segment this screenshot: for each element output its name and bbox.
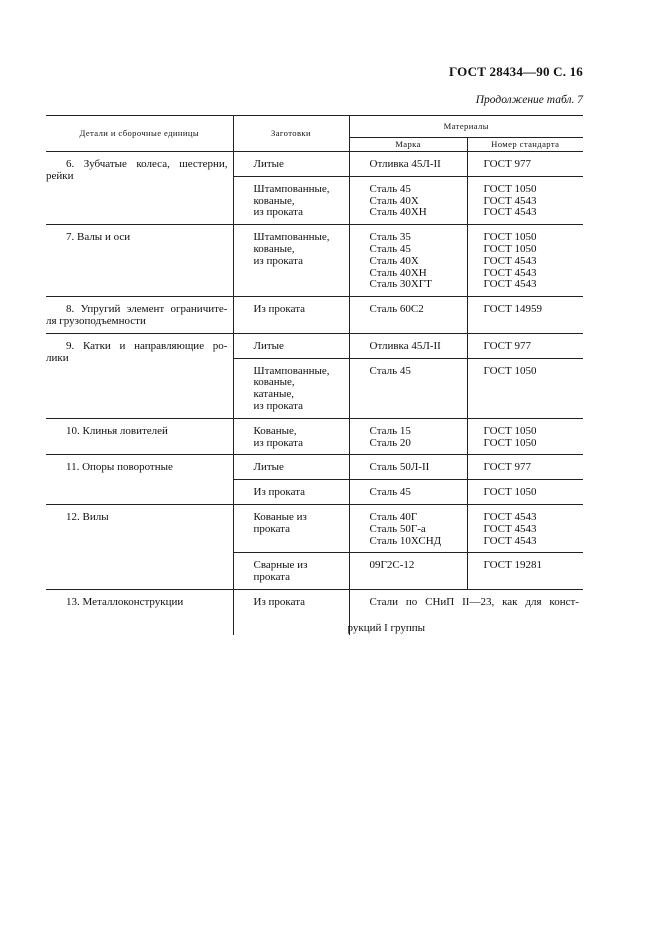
part-cell: 11. Опоры поворотные: [46, 455, 233, 505]
part-line-2: ля грузоподъемности: [46, 314, 146, 327]
materials-line-1: Стали по СНиП II—23, как для конст-: [369, 595, 579, 608]
col-header-standard: Номер стандарта: [467, 138, 583, 152]
col-header-grade: Марка: [349, 138, 467, 152]
standard-cell: ГОСТ 977: [483, 339, 531, 352]
part-cell: 13. Металлоконструкции: [46, 589, 233, 623]
part-cell: [46, 152, 233, 225]
grade-cell: 09Г2С-12: [349, 553, 467, 590]
blank-cell: Сварные из проката: [233, 553, 349, 590]
blank-cell: Штампованные, кованые, катаные, из проката: [233, 358, 349, 418]
blank-cell: Литые: [233, 455, 349, 480]
part-cell: 7. Валы и оси: [46, 225, 233, 297]
table-row: [46, 152, 583, 177]
standard-cell: ГОСТ 1050 ГОСТ 4543 ГОСТ 4543: [467, 176, 583, 224]
standard-cell: ГОСТ 19281: [467, 553, 583, 590]
part-cell: 10. Клинья ловителей: [46, 418, 233, 455]
table-row: [46, 333, 583, 358]
part-line-1: 8. Упругий элемент ограничите-: [66, 303, 228, 316]
col-header-materials: Материалы: [349, 116, 583, 138]
table-continuation-label: Продолжение табл. 7: [475, 94, 583, 106]
grade-cell: Отливка 45Л-II: [349, 333, 467, 358]
materials-spanning-cell: [349, 589, 583, 623]
blank-cell: Из проката: [233, 589, 349, 623]
grade-cell: Сталь 45: [349, 358, 467, 418]
blank-cell: Кованые, из проката: [233, 418, 349, 455]
standard-cell: ГОСТ 1050 ГОСТ 1050: [467, 418, 583, 455]
table-row: [46, 504, 583, 552]
blank-cell: Из проката: [233, 480, 349, 505]
grade-cell: Сталь 50Л-II: [349, 455, 467, 480]
grade-cell: Сталь 60С2: [349, 297, 467, 334]
standard-cell: ГОСТ 4543 ГОСТ 4543 ГОСТ 4543: [483, 510, 537, 547]
materials-table: [46, 115, 583, 635]
standard-cell: ГОСТ 1050: [467, 358, 583, 418]
part-cell: [46, 333, 233, 418]
table-row: [46, 623, 583, 635]
table-row: [46, 455, 583, 480]
table-row: [46, 225, 583, 297]
blank-cell: Штампованные, кованые, из проката: [233, 176, 349, 224]
standard-cell: ГОСТ 977: [483, 461, 531, 474]
table-row: [46, 297, 583, 334]
standard-cell: ГОСТ 977: [483, 158, 531, 170]
document-header: ГОСТ 28434—90 С. 16: [449, 64, 583, 79]
part-line-2: лики: [46, 351, 69, 364]
col-header-blanks: Заготовки: [233, 116, 349, 152]
blank-cell: Из проката: [233, 297, 349, 334]
grade-cell: Сталь 45 Сталь 40Х Сталь 40ХН: [349, 176, 467, 224]
materials-line-2: рукций I группы: [347, 622, 426, 635]
blank-cell: Литые: [233, 152, 349, 177]
part-line-1: 9. Катки и направляющие ро-: [66, 339, 228, 352]
standard-cell: ГОСТ 14959: [467, 297, 583, 334]
grade-cell: Отливка 45Л-II: [349, 152, 467, 177]
grade-cell: Сталь 40Г Сталь 50Г-а Сталь 10ХСНД: [349, 504, 467, 552]
grade-cell: Сталь 15 Сталь 20: [349, 418, 467, 455]
table-row: [46, 589, 583, 623]
blank-cell: Литые: [233, 333, 349, 358]
blank-cell: Штампованные, кованые, из проката: [233, 225, 349, 297]
standard-cell: ГОСТ 1050 ГОСТ 1050 ГОСТ 4543 ГОСТ 4543 ГОСТ 4543: [467, 225, 583, 297]
part-line-2: рейки: [46, 169, 74, 182]
standard-cell: ГОСТ 1050: [467, 480, 583, 505]
part-cell: [46, 297, 233, 334]
blank-cell: Кованые из проката: [233, 504, 349, 552]
part-cell: 12. Вилы: [46, 504, 233, 589]
part-line-1: 6. Зубчатые колеса, шестерни,: [66, 158, 228, 170]
grade-cell: Сталь 35 Сталь 45 Сталь 40Х Сталь 40ХН Сталь 30ХГТ: [349, 225, 467, 297]
col-header-parts: Детали и сборочные единицы: [46, 116, 233, 152]
grade-cell: Сталь 45: [349, 480, 467, 505]
table-row: [46, 418, 583, 455]
materials-line-2-cell: [349, 623, 583, 635]
